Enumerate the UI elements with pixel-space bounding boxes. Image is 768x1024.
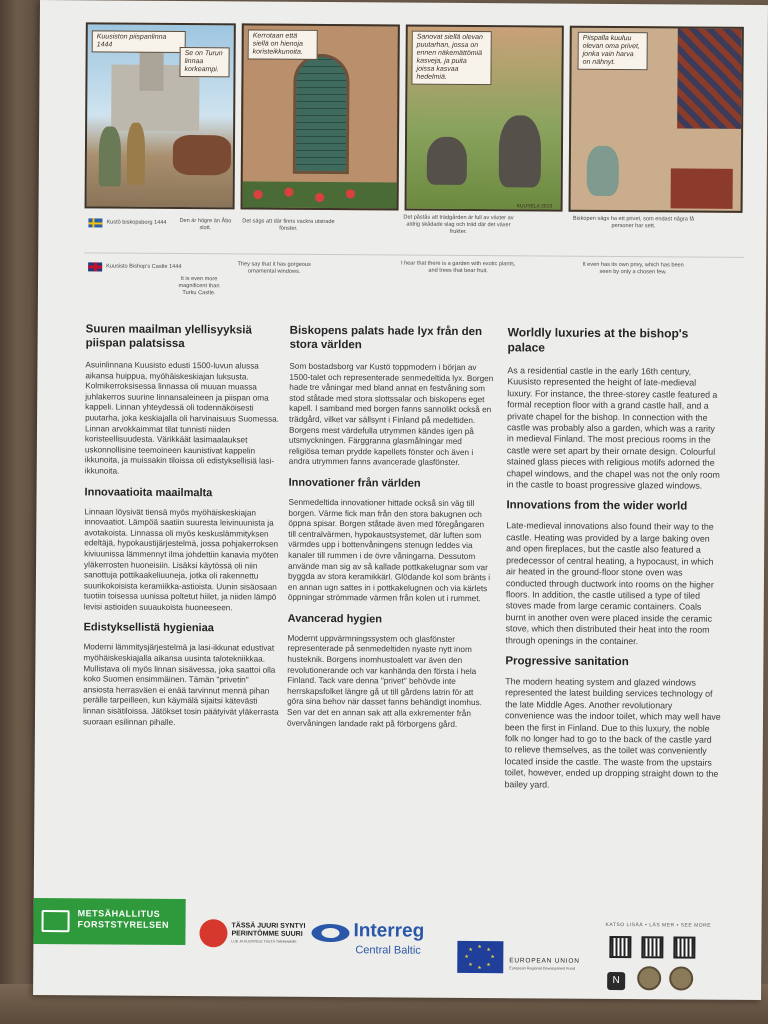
swedish-flag-icon [88, 218, 102, 227]
finnish-paragraph: Moderni lämmitysjärjestelmä ja lasi-ikkunat edustivat myöhäiskeskiajalla aikansa uusinta talotekniikkaa. Mullistava oli myös linnan sisävessa, joka saattoi olla koko Suomen ensimmäinen. Tämän "privetin" ansiosta herrasväen ei enää tarvinnut mennä pihan perälle tarpeilleen, kun käymälä sijaitsi kätevästi linnan sisätiloissa. Jätökset tosin päätyivät yläkerrasta suoraan esilinnan pihalle. [82, 642, 279, 727]
interreg-subtitle: Central Baltic [355, 944, 421, 957]
see-more-label: KATSO LISÄÄ • LÄS MER • SEE MORE [605, 921, 712, 929]
metsahallitus-text: METSÄHALLITUS FORSTSTYRELSEN [77, 908, 170, 930]
caption-en: It is even more magnificent than Turku Castle. [178, 275, 220, 297]
eu-subtitle: European Regional Development Fund [509, 966, 575, 971]
chest-illustration [671, 168, 733, 208]
caption-en: I hear that there is a garden with exotic plants, and trees that bear fruit. [400, 260, 516, 275]
finnish-intro: Asuinlinnana Kuusisto edusti 1500-luvun alussa aikansa huippua, myöhäiskeskiajan luksusta. Kolmikerroksisessa linnassa oli muuan muassa juhlakerros suurine linnansaleineen ja piispan oma kappeli. Linnan yhteydessä oli todennäköisesti puutarha, joka keskiajalla oli harvinaisuus Suomessa. Linnan arvokkaimmat tilat tunnisti niiden koristeellisuudesta. Värikkäät lasimaalaukset uskonnollisine teemoineen kaunistivat kappelin ikkunoita, ja muissakin tiloissa oli edistyksellisiä lasi-ikkunoita. [84, 360, 280, 476]
swedish-subheading: Innovationer från världen [288, 476, 421, 490]
tjs-title: TÄSSÄ JUURI SYNTYI PERINTÖMME SUURI [231, 922, 306, 938]
speech-bubble: Piispalla kuuluu olevan oma privet, jonka vain harva on nähnyt. [578, 32, 648, 70]
english-column [504, 325, 723, 791]
tjs-mark-icon [199, 919, 227, 947]
finnish-paragraph: Linnaan löysivät tiensä myös myöhäiskeskiajan innovaatiot. Lämpöä saatiin suuresta leivinuunista ja avotakoista. Linnassa oli myös keskuslämmityksen edeltäjä, hypokaustijärjestelmä, jossa pohjakerroksen kiviuunissa lämmennyt ilma johdettiin kanavia myöten yläkerrosten huoneisiin. Lisäksi käytössä oli niin sanottuja pottikaakeliuuneja, jotka oli rakennettu suurikokoisista keramiikka-astioista. Uunin sisäosaan tuotiin toisessa uunissa poltetut hiilet, ja niiden lämpö levisi astioiden suuaukoista huoneeseen. [83, 506, 279, 613]
tapestry-illustration [677, 28, 742, 128]
caption-label-en: Kuusisto Bishop's Castle 1444 [106, 263, 182, 270]
finnish-subheading: Innovaatioita maailmalta [84, 485, 213, 499]
interreg-logo [311, 920, 451, 961]
speech-bubble: Kuusiston piispanlinna 1444 [92, 30, 186, 53]
comic-panel-garden [405, 25, 564, 212]
finnish-subheading: Edistyksellistä hygieniaa [83, 621, 214, 635]
caption-sv: Det sägs att där finns vackra utsirade fönster. [242, 218, 335, 232]
castle-tower-illustration [139, 51, 163, 91]
metsahallitus-logo [33, 898, 185, 945]
caption-sv: Biskopen sägs ha ett privet, som endast några få personer har sett. [572, 215, 695, 230]
english-paragraph: The modern heating system and glazed windows represented the latest building services technology of the late Middle Ages. Another revolutionary convenience was the indoor toilet, which may well have been the first in Finland. Due to this luxury, the noble folk no longer had to go to the back of the castle yard to relieve themselves, as the toilet was conveniently located inside the castle. The waste from the upstairs toilet, however, ended up dropping straight down to the bailey yard. [504, 676, 721, 790]
comic-panel-window [241, 23, 400, 210]
caption-sv: Det påstås att trädgården är full av växter av aldrig skådade slag och träd där det växer frukter. [403, 214, 514, 235]
eu-title: EUROPEAN UNION [509, 957, 580, 965]
caption-divider [84, 252, 744, 258]
english-subheading: Innovations from the wider world [506, 499, 688, 513]
english-subheading: Progressive sanitation [505, 655, 629, 669]
english-intro: As a residential castle in the early 16th century, Kuusisto represented the height of late-medieval luxury. For instance, the three-storey castle featured a formal reception floor with a grand castle hall, and a private chapel for the bishop. In connection with the castle was probably also a garden, which was a rarity in medieval Finland. The most precious rooms in the castle were set apart by their ornate design. Colourful stained glass pieces with religious motifs adorned the chapel windows, and the chapel was not the only room in the castle to boast progressive glazed windows. [506, 365, 720, 491]
nfc-icon: N [607, 972, 625, 990]
cow-illustration [173, 135, 231, 175]
interreg-title: Interreg [353, 920, 425, 942]
speech-bubble: Se on Turun linnaa korkeampi. [179, 47, 229, 77]
caption-sv: Den är högre än Åbo slott. [179, 217, 232, 232]
qr-code-icon[interactable] [609, 936, 631, 958]
swedish-intro: Som bostadsborg var Kustö toppmodern i början av 1500-talet och representerade senmedeltida lyx. Borgen hade tre våningar med bland annat en festvåning som stod ståtade med stora slottssalar och biskopens eget kapell. I samband med borgen fanns sannolikt också en trädgård, vilket var sällsynt i Finland på medeltiden. Borgens mest värdefulla utrymmen kändes igen på utsmyckningen. Färggranna glasmålningar med religiösa teman prydde kapellets fönster och även i andra utrymmen fanns avancerade glasfönster. [288, 361, 494, 468]
nfc-tag-icon[interactable] [637, 966, 661, 990]
eu-flag-icon: ★ ★ ★ ★ ★ ★ ★ ★ [457, 941, 503, 973]
villager-figure [99, 126, 121, 186]
flowers-illustration [243, 181, 397, 208]
speech-bubble: Sanovat siellä olevan puutarhan, jossa on ennen näkemättömiä kasveja, ja puita joissa kasvaa hedelmiä. [411, 31, 491, 86]
artist-signature: KUUSELA 2013 [516, 203, 553, 210]
qr-code-icon[interactable] [641, 936, 663, 958]
tassa-juuri-syntyi-logo [199, 919, 329, 950]
finnish-heading: Suuren maailman ylellisyyksiä piispan palatsissa [85, 323, 252, 351]
swedish-subheading: Avancerad hygien [287, 612, 383, 626]
comic-panel-castle [85, 22, 236, 209]
monk-figure [499, 115, 542, 187]
swedish-column [287, 324, 494, 731]
caption-en: They say that it has gorgeous ornamental windows. [237, 261, 311, 275]
english-paragraph: Late-medieval innovations also found their way to the castle. Heating was provided by a large baking oven and open fireplaces, but the castle also featured a predecessor of central heating, a hypocaust, in which air heated in the ground-floor stone oven was conducted through ductwork into rooms on the higher floors. In addition, the castle utilised a type of tiled stoves made from large ceramic containers. Coals burnt in another oven were placed inside the ceramic stove, which then distributed their heat into the room through openings in the container. [505, 520, 714, 646]
caption-en: It even has its own privy, which has been seen by only a chosen few. [582, 261, 684, 276]
qr-code-icon[interactable] [673, 936, 695, 958]
information-sign [33, 0, 768, 1000]
tjs-subtitle: LUE JA KUUNTELE TÄSTÄ TARINAMME [231, 939, 297, 944]
ornamental-window-illustration [293, 54, 350, 174]
interreg-mark-icon [311, 924, 349, 942]
sponsor-logos [33, 890, 762, 995]
eu-logo [457, 941, 597, 976]
finnish-column [83, 322, 282, 729]
english-heading: Worldly luxuries at the bishop's palace [507, 325, 689, 355]
ceramic-jar-illustration [587, 146, 619, 196]
uk-flag-icon [88, 262, 102, 271]
comic-strip [85, 8, 746, 213]
caption-label-sv: Kustö biskopsborg 1444 [106, 219, 167, 226]
swedish-paragraph: Modernt uppvärmningssystem och glasfönster representerade på senmedeltiden nyaste nytt inom husteknik. Borgens inomhustoalett var även den revolutionerande och var kanhända den första i hela Finland. Tack vare denna "privet" behövde inte herrskapsfolket längre gå ut till gårdens latrin för att göra sina behov när dasset fanns behändigt inomhus. Sen var det en annan sak att alla exkrementer från övervåningen landade rakt på förborgens gård. [286, 633, 482, 729]
metsahallitus-mark-icon [41, 910, 69, 932]
villager-figure [127, 123, 145, 185]
comic-panel-privy [569, 26, 744, 213]
swedish-paragraph: Senmedeltida innovationer hittade också sin väg till borgen. Värme fick man från den stora bakugnen och öppna spisar. Borgen ståtade även med föregångaren till centralvärmen, hypokaustsystemet, där luften som värmdes upp i bottenvåningens stenugn leddes via kanaler till rummen i de övre våningarna. Dessutom använde man sig av så kallade pottkakelugnar som var byggda av stora keramikkärl. Glödande kol som bränts i en annan ugn sattes in i pottkakelugnen och via kärlets öppningar strömmade värmen från kolen ut i rummet. [287, 497, 491, 604]
monk-figure [427, 137, 467, 185]
nfc-tag-icon[interactable] [669, 966, 693, 990]
swedish-heading: Biskopens palats hade lyx från den stora världen [289, 324, 483, 352]
see-more-codes [603, 922, 713, 993]
speech-bubble: Kerrotaan että siellä on hienoja koristeikkunoita. [248, 29, 318, 59]
